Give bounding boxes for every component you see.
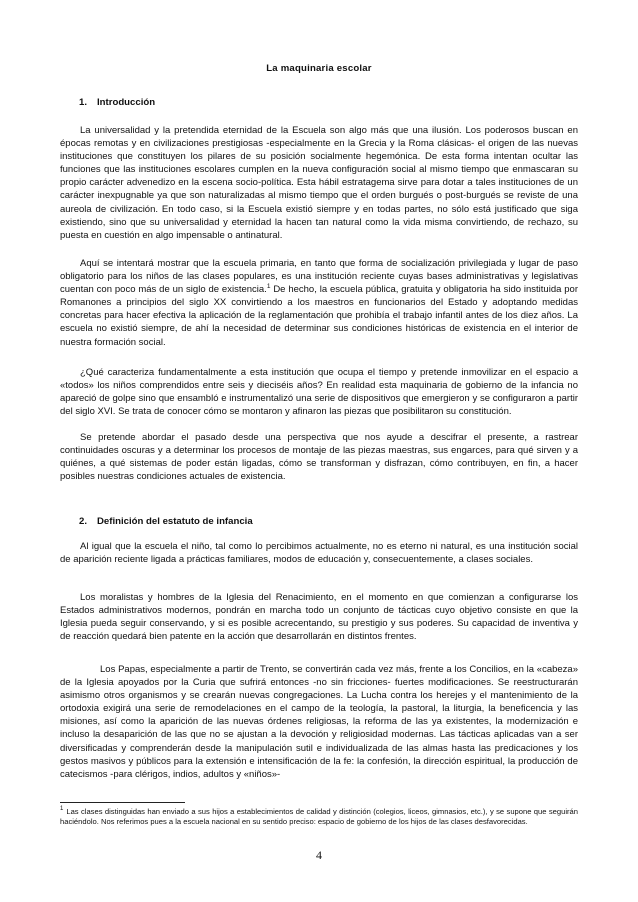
section-1-paragraph-2 <box>60 257 578 349</box>
section-2-heading <box>79 516 253 527</box>
section-2-title: Definición del estatuto de infancia <box>97 516 253 527</box>
section-2-paragraph-1: Al igual que la escuela el niño, tal como lo percibimos actualmente, no es eterno ni natural, es una institución social de aparición reciente ligada a prácticas familiares, modos de educación y, consecuentemente, a clases sociales. <box>60 541 578 566</box>
section-1-heading <box>79 97 155 108</box>
section-1-paragraph-3: ¿Qué caracteriza fundamentalmente a esta institución que ocupa el tiempo y pretende inmovilizar en el espacio a «todos» los niños comprendidos entre seis y dieciséis años? En realidad esta maquinaria de gobierno de la infancia no apareció de golpe sino que ensambló e instrumentalizó una serie de dispositivos que emergieron y se configuraron a partir del siglo XVI. Se trata de conocer cómo se montaron y afinaron las piezas que posibilitaron su constitución. <box>60 367 578 418</box>
footnote <box>60 807 578 827</box>
footnote-reference: 1 <box>266 283 271 291</box>
section-1-paragraph-2-text-b: De hecho, la escuela pública, gratuita y obligatoria ha sido instituida por Romanones a principios del siglo XX convirtiendo a los maestros en funcionarios del Estado y adoptando medidas concretas para hacer efectiva la aplicación de la reglamentación que prohibía el trabajo infantil antes de los diez años. La escuela no existió siempre, de ahí la necesidad de determinar sus condiciones históricas de existencia en el interior de nuestra formación social. <box>60 284 578 348</box>
section-1-paragraph-4: Se pretende abordar el pasado desde una perspectiva que nos ayude a descifrar el presente, a rastrear continuidades oscuras y a determinar los procesos de montaje de las piezas maestras, sus engarces, para qué sirven y a quiénes, a qué sistemas de poder están ligadas, cómo se transforman y disfrazan, cómo contribuyen, en fin, a hacer posibles nuestras condiciones actuales de existencia. <box>60 432 578 483</box>
page-number: 4 <box>316 848 322 862</box>
section-1-paragraph-2-text-a: Aquí se intentará mostrar que la escuela primaria, en tanto que forma de socialización privilegiada y lugar de paso obligatorio para los niños de las clases populares, es una institución reciente cuyas bases administrativas y legislativas cuentan con poco más de un siglo de existencia. <box>60 258 578 296</box>
section-2-number: 2. <box>79 516 88 527</box>
footnote-mark: 1 <box>60 806 64 813</box>
section-1-paragraph-1: La universalidad y la pretendida eternidad de la Escuela son algo más que una ilusión. Los poderosos buscan en épocas remotas y en civilizaciones prestigiosas -especialmente en la Grecia y la Roma clásicas- el origen de las nuevas instituciones que constituyen los pilares de su posición socialmente hegemónica. De esta forma intentan ocultar las funciones que las instituciones escolares cumplen en la nueva configuración social al mismo tiempo que enmascaran su propio carácter advenedizo en la escena socio-política. Esta hábil estratagema sirve para dotar a tales instituciones de un carácter inexpugnable ya que son naturalizadas al mismo tiempo que el orden burgués o post-burgués se reviste de una aureola de civilización. En todo caso, si la Escuela existió siempre y en todas partes, no sólo está justificado que siga existiendo, sino que su universalidad y eternidad la hacen tan natural como la vida misma convirtiendo, de rechazo, su puesta en cuestión en algo impensable o antinatural. <box>60 125 578 241</box>
section-2-paragraph-2: Los moralistas y hombres de la Iglesia del Renacimiento, en el momento en que comienzan a configurarse los Estados administrativos modernos, pondrán en marcha todo un conjunto de tácticas cuyo objetivo consiste en que la Iglesia pueda seguir conservando, y si es posible acrecentando, su prestigio y sus poderes. Su capacidad de inventiva y de reacción quedará bien patente en la acción que desarrollarán en distintos frentes. <box>60 592 578 643</box>
section-1-title: Introducción <box>97 97 156 108</box>
section-2-paragraph-3: Los Papas, especialmente a partir de Trento, se convertirán cada vez más, frente a los Concilios, en la «cabeza» de la Iglesia apoyados por la Curia que sufrirá entonces -no sin fricciones- fuertes modificaciones. Se reestructurarán asimismo otros organismos y se crearán nuevas congregaciones. La Lucha contra los herejes y el mantenimiento de la ortodoxia exigirá una serie de remodelaciones en el campo de la teología, la pastoral, la liturgia, la beneficencia y las misiones, así como la aparición de las nuevas órdenes religiosas, la reforma de las ya existentes, la modernización e incluso la desaparición de las que no se ajustan a la devoción y religiosidad modernas. Las tácticas aplicadas van a ser diversificadas y comprenderán desde la manipulación sutil e individualizada de las almas hasta las predicaciones y los gestos masivos y públicos para la extensión e intensificación de la fe: la confesión, la dirección espiritual, la producción de catecismos -para clérigos, indios, adultos y «niños»- <box>60 664 578 780</box>
document-title: La maquinaria escolar <box>266 63 372 74</box>
section-1-number: 1. <box>79 97 88 108</box>
footnote-divider <box>60 802 185 803</box>
footnote-text: Las clases distinguidas han enviado a sus hijos a establecimientos de calidad y distinción (colegios, liceos, gimnasios, etc.), y se supone que seguirán haciéndolo. Nos referimos pues a la escuela nacional en su sentido preciso: espacio de gobierno de los hijos de las clases desfavorecidas. <box>60 807 578 827</box>
